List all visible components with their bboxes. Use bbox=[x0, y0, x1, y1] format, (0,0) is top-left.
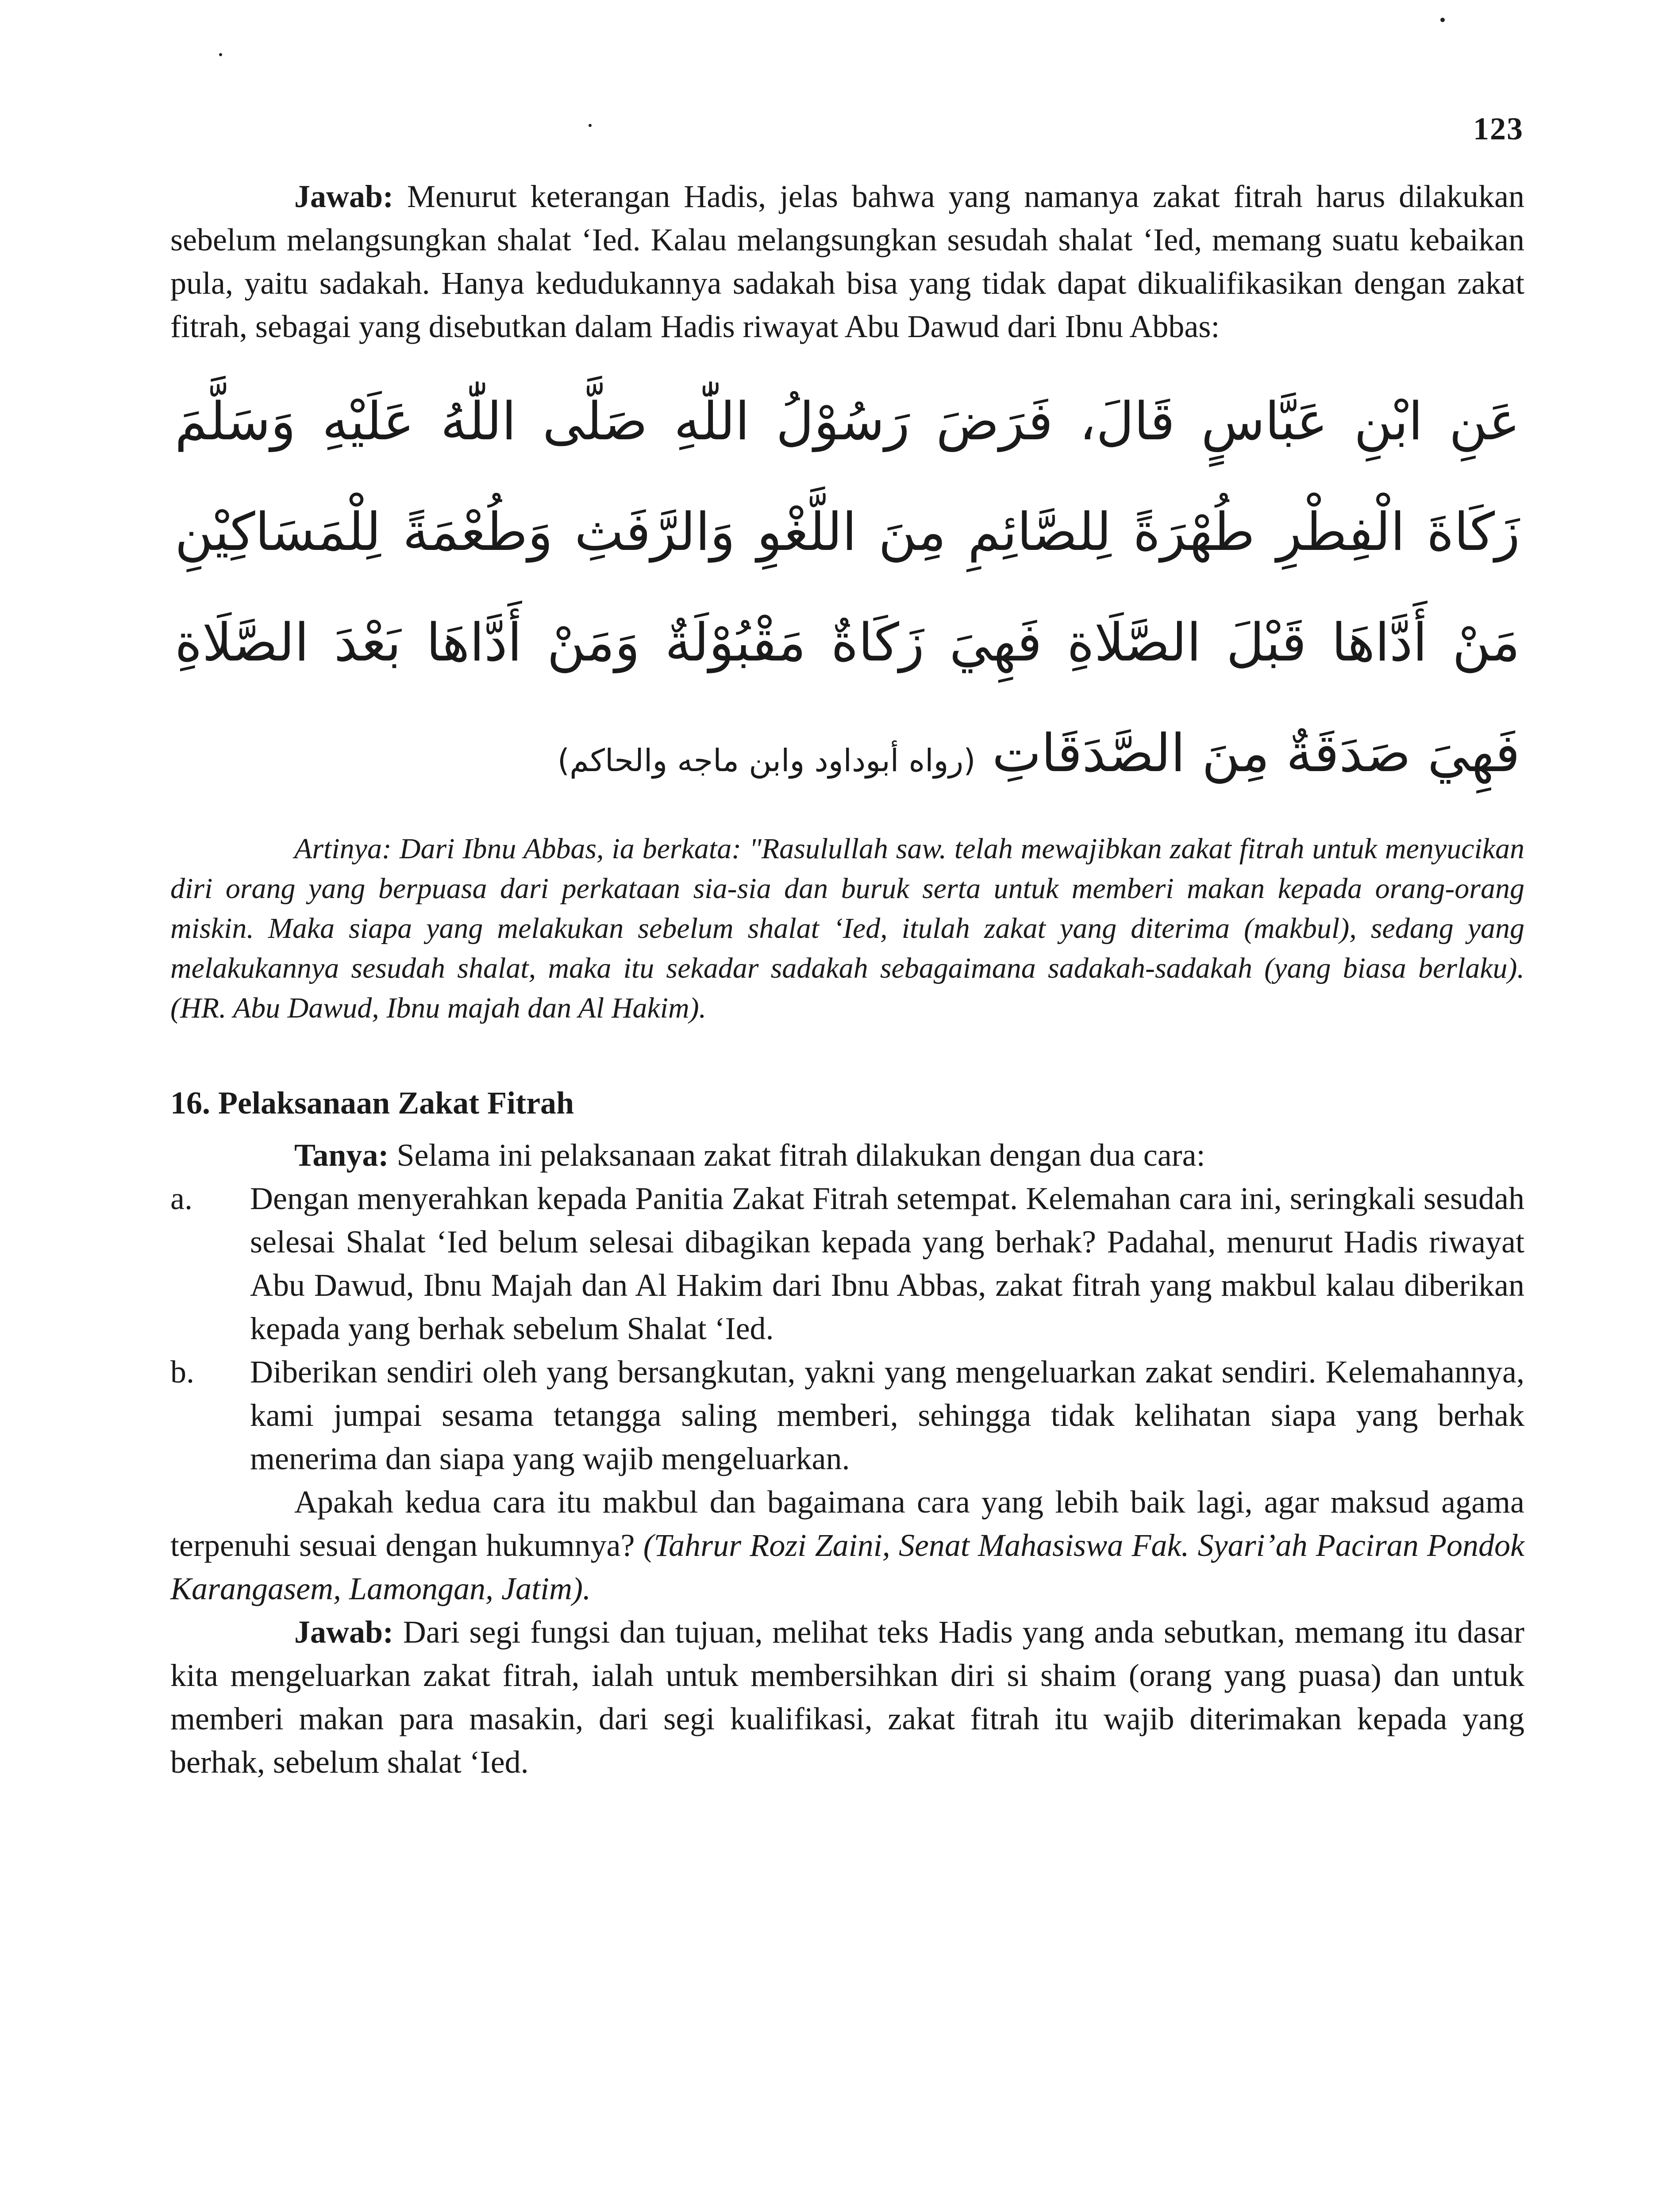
answer-label-2: Jawab: bbox=[294, 1614, 394, 1650]
arabic-hadith-reference: (رواه أبوداود وابن ماجه والحاكم) bbox=[557, 742, 976, 779]
list-item-text: Dengan menyerahkan kepada Panitia Zakat Fitrah setempat. Kelemahan cara ini, seringkali sesudah selesai Shalat ‘Ied belum selesai dibagikan kepada yang berhak? Padahal, menurut Hadis riwayat Abu Dawud, Ibnu Majah dan Al Hakim dari Ibnu Abbas, zakat fitrah yang makbul kalau diberikan kepada yang berhak sebelum Shalat ‘Ied. bbox=[250, 1181, 1524, 1346]
list-marker: a. bbox=[170, 1181, 192, 1216]
scan-speck bbox=[219, 53, 222, 56]
hadith-translation: Artinya: Dari Ibnu Abbas, ia berkata: "Rasulullah saw. telah mewajibkan zakat fitrah untuk menyucikan diri orang yang berpuasa dari perkataan sia-sia dan buruk serta untuk memberi makan kepada orang-orang miskin. Maka siapa yang melakukan sebelum shalat ‘Ied, itulah zakat yang diterima (makbul), sedang yang melakukannya sesudah shalat, maka itu sekadar sadakah sebagaimana sadakah-sadakah (yang biasa berlaku). (HR. Abu Dawud, Ibnu majah dan Al Hakim). bbox=[170, 833, 1524, 1024]
section-heading: 16. Pelaksanaan Zakat Fitrah bbox=[170, 1085, 574, 1121]
question-intro-text: Selama ini pelaksanaan zakat fitrah dilakukan dengan dua cara: bbox=[396, 1137, 1205, 1173]
question-closing bbox=[170, 1480, 1524, 1610]
list-item bbox=[170, 1350, 1524, 1480]
list-item bbox=[170, 1177, 1524, 1350]
arabic-hadith bbox=[170, 366, 1524, 816]
answer-text: Menurut keterangan Hadis, jelas bahwa yang namanya zakat fitrah harus dilakukan sebelum melangsungkan shalat ‘Ied. Kalau melangsungkan sesudah shalat ‘Ied, memang suatu kebaikan pula, yaitu sadakah. Hanya kedudukannya sadakah bisa yang tidak dapat dikualifikasikan dengan zakat fitrah, sebagai yang disebutkan dalam Hadis riwayat Abu Dawud dari Ibnu Abbas: bbox=[170, 179, 1525, 344]
question-label: Tanya: bbox=[294, 1137, 389, 1173]
answer-text-2: Dari segi fungsi dan tujuan, melihat teks Hadis yang anda sebutkan, memang itu dasar kita mengeluarkan zakat fitrah, ialah untuk membersihkan diri si shaim (orang yang puasa) dan untuk memberi makan para masakin, dari segi kualifikasi, zakat fitrah itu wajib diterimakan kepada yang berhak, sebelum shalat ‘Ied. bbox=[170, 1614, 1525, 1780]
answer-label: Jawab: bbox=[294, 179, 394, 214]
scan-speck bbox=[589, 124, 592, 127]
answer-paragraph-2 bbox=[170, 1610, 1524, 1784]
question-intro bbox=[170, 1133, 1524, 1177]
page-content bbox=[170, 175, 1524, 1784]
list-marker: b. bbox=[170, 1354, 194, 1390]
list-item-text: Diberikan sendiri oleh yang bersangkutan, yakni yang mengeluarkan zakat sendiri. Kelemahannya, kami jumpai sesama tetangga saling memberi, sehingga tidak kelihatan siapa yang berhak menerima dan siapa yang wajib mengeluarkan. bbox=[250, 1354, 1524, 1476]
questioner-credit: (Tahrur Rozi Zaini, Senat Mahasiswa Fak. Syari’ah Paciran Pondok Karangasem, Lamongan, Jatim). bbox=[170, 1528, 1524, 1606]
arabic-hadith-text: عَنِ ابْنِ عَبَّاسٍ قَالَ، فَرَضَ رَسُوْلُ اللّٰهِ صَلَّى اللّٰهُ عَلَيْهِ وَسَلَّمَ زَكَاةَ الْفِطْرِ طُهْرَةً لِلصَّائِمِ مِنَ اللَّغْوِ وَالرَّفَثِ وَطُعْمَةً لِلْمَسَاكِيْنِ مَنْ أَدَّاهَا قَبْلَ الصَّلَاةِ فَهِيَ زَكَاةٌ مَقْبُوْلَةٌ وَمَنْ أَدَّاهَا بَعْدَ الصَّلَاةِ فَهِيَ صَدَقَةٌ مِنَ الصَّدَقَاتِ bbox=[175, 391, 1520, 783]
question-closing-text: Apakah kedua cara itu makbul dan bagaimana cara yang lebih baik lagi, agar maksud agama terpenuhi sesuai dengan hukumnya? bbox=[170, 1484, 1524, 1563]
scan-speck bbox=[1440, 18, 1445, 22]
answer-paragraph bbox=[170, 175, 1524, 348]
page-number: 123 bbox=[1473, 111, 1524, 146]
